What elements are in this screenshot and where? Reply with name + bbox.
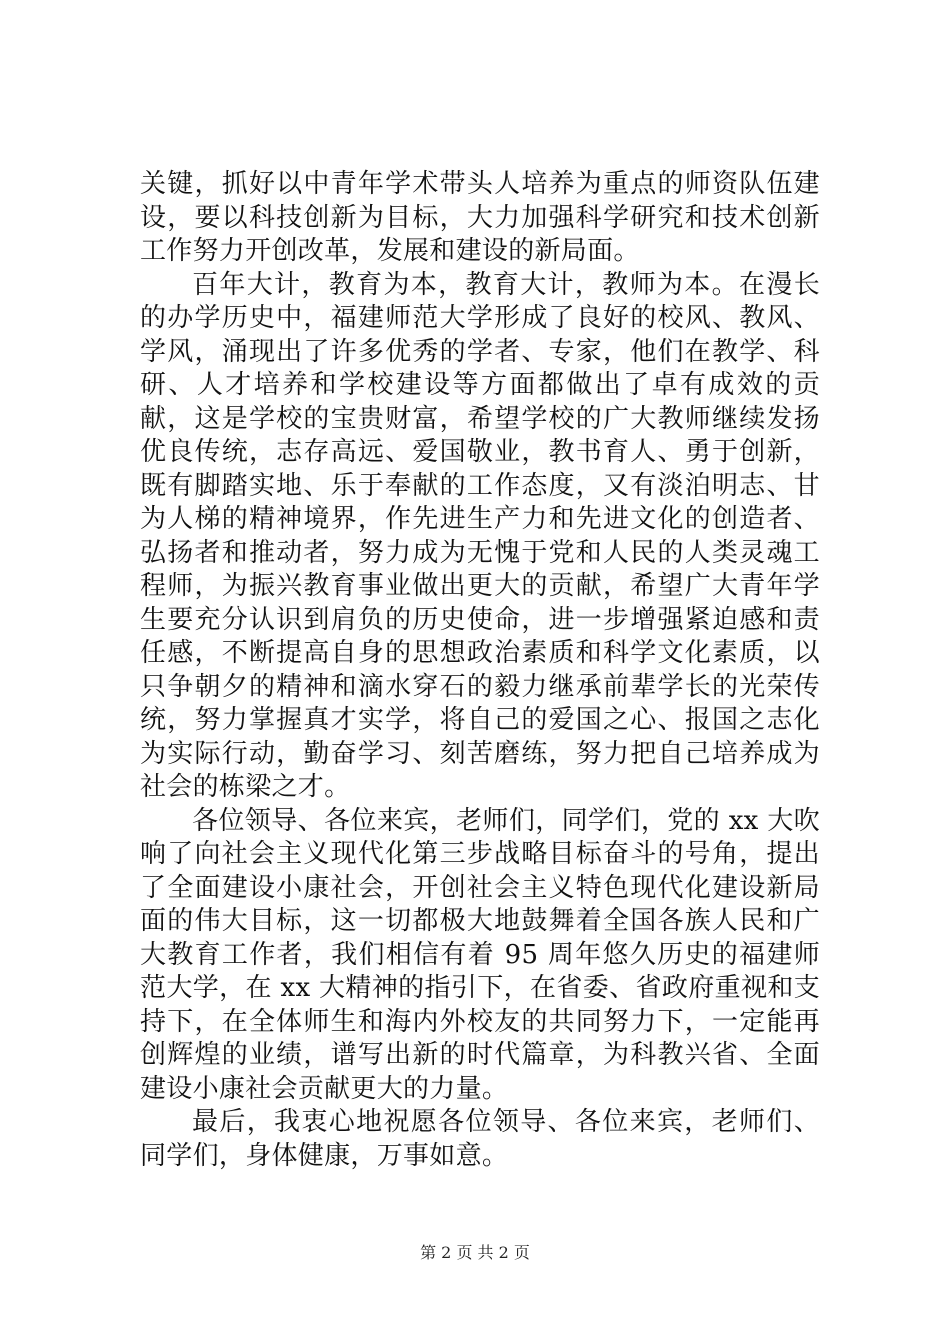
paragraph-education: 百年大计，教育为本，教育大计，教师为本。在漫长的办学历史中，福建师范大学形成了良好的校风、教风、学风，涌现出了许多优秀的学者、专家，他们在教学、科研、人才培养和学校建设等方面都做出了卓有成效的贡献，这是学校的宝贵财富，希望学校的广大教师继续发扬优良传统，志存高远、爱国敬业，教书育人、勇于创新，既有脚踏实地、乐于奉献的工作态度，又有淡泊明志、甘为人梯的精神境界，作先进生产力和先进文化的创造者、弘扬者和推动者，努力成为无愧于党和人民的人类灵魂工程师，为振兴教育事业做出更大的贡献，希望广大青年学生要充分认识到肩负的历史使命，进一步增强紧迫感和责任感，不断提高自身的思想政治素质和科学文化素质，以只争朝夕的精神和滴水穿石的毅力继承前辈学长的光荣传统，努力掌握真才实学，将自己的爱国之心、报国之志化为实际行动，勤奋学习、刻苦磨练，努力把自己培养成为社会的栋梁之才。 xyxy=(140,269,820,802)
paragraph-closing: 最后，我衷心地祝愿各位领导、各位来宾，老师们、同学们，身体健康，万事如意。 xyxy=(140,1107,820,1171)
paragraph-congress: 各位领导、各位来宾，老师们，同学们，党的 xx 大吹响了向社会主义现代化第三步战略目标奋斗的号角，提出了全面建设小康社会，开创社会主义特色现代化建设新局面的伟大目标，这一切都极大地鼓舞着全国各族人民和广大教育工作者，我们相信有着 95 周年悠久历史的福建师范大学，在 xx 大精神的指引下，在省委、省政府重视和支持下，在全体师生和海内外校友的共同努力下，一定能再创辉煌的业绩，谱写出新的时代篇章，为科教兴省、全面建设小康社会贡献更大的力量。 xyxy=(140,805,820,1104)
page-footer: 第 2 页 共 2 页 xyxy=(420,1243,530,1262)
paragraph-continuation: 关键，抓好以中青年学术带头人培养为重点的师资队伍建设，要以科技创新为目标，大力加强科学研究和技术创新工作努力开创改革，发展和建设的新局面。 xyxy=(140,169,820,266)
document-body xyxy=(140,168,820,1173)
